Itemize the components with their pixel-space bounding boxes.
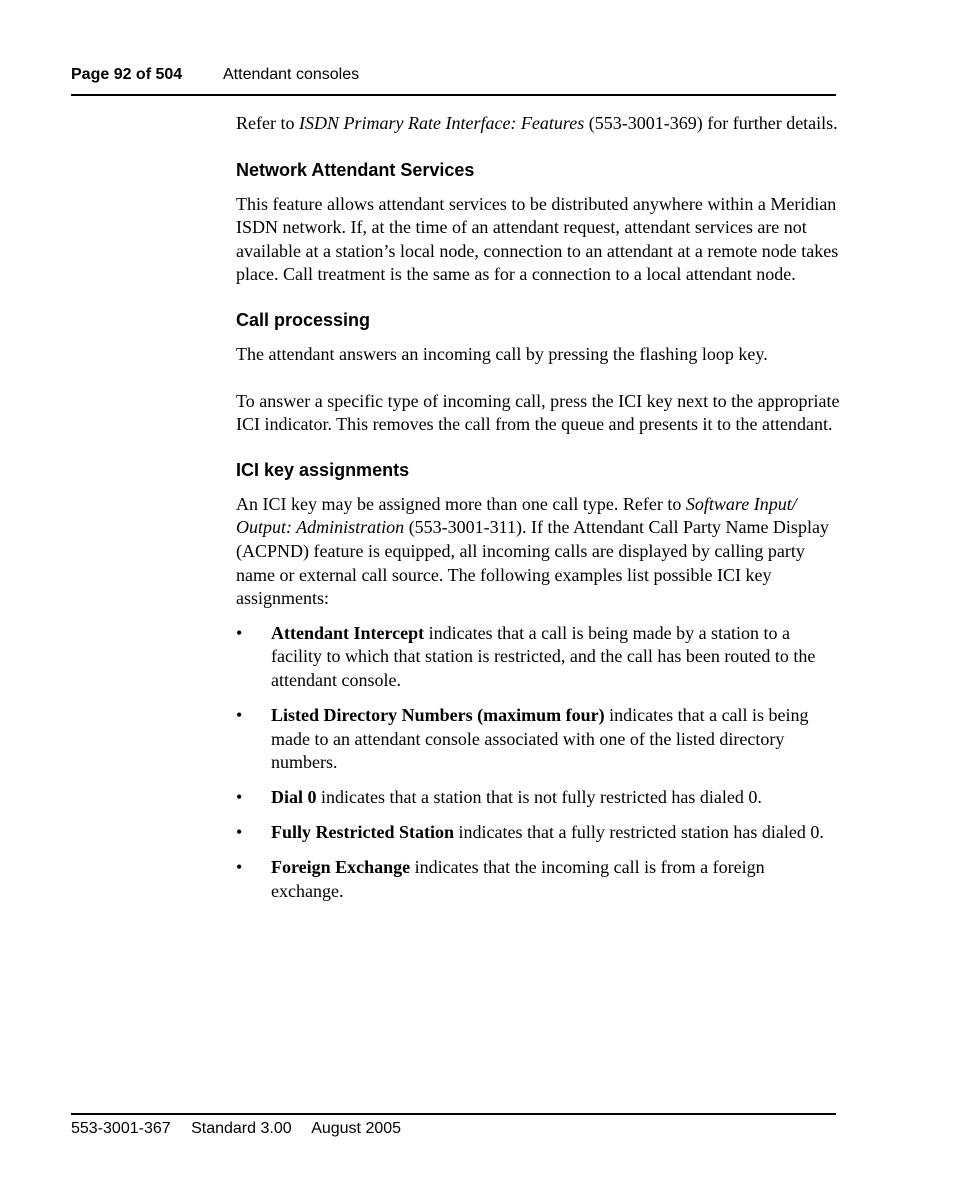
list-item-term: Foreign Exchange	[271, 857, 411, 878]
heading-network-attendant-services: Network Attendant Services	[236, 159, 475, 180]
list-item-text: indicates that a call is being made to an attendant console associated with one of the listed directory numbers.	[271, 705, 809, 773]
list-item-term: Attendant Intercept	[271, 622, 425, 643]
intro-post: (553-3001-369) for further details.	[584, 113, 838, 133]
list-item-term: Listed Directory Numbers (maximum four)	[271, 705, 605, 725]
list-item	[236, 704, 841, 775]
intro-paragraph	[236, 112, 841, 136]
list-item	[236, 622, 841, 693]
ici-paragraph	[236, 493, 841, 611]
nas-paragraph: This feature allows attendant services to be distributed anywhere within a Meridian ISDN network. If, at the time of an attendant request, attendant services are not available at a station’s local node, connection to an attendant at a remote node takes place. Call treatment is the same as for a connection to a local attendant node.	[236, 193, 839, 285]
bullet-icon: •	[236, 705, 243, 725]
list-item-text: indicates that a call is being made by a station to a facility to which that station is restricted, and the call has been routed to the attendant console.	[271, 622, 816, 690]
ici-pre: An ICI key may be assigned more than one call type. Refer to	[236, 493, 686, 514]
list-item-text: indicates that the incoming call is from a foreign exchange.	[271, 857, 765, 902]
list-item-text: indicates that a station that is not fully restricted has dialed 0.	[316, 787, 762, 808]
heading-call-processing: Call processing	[236, 309, 371, 330]
page-footer	[71, 1113, 836, 1138]
cp-paragraph-2: To answer a specific type of incoming call, press the ICI key next to the appropriate ICI indicator. This removes the call from the queue and presents it to the attendant.	[236, 390, 840, 435]
page-header	[71, 66, 836, 96]
intro-reference: ISDN Primary Rate Interface: Features	[298, 113, 585, 133]
bullet-icon: •	[236, 857, 243, 878]
document-number: 553-3001-367	[71, 1120, 171, 1137]
list-item-term: Fully Restricted Station	[271, 822, 454, 843]
intro-pre: Refer to	[236, 113, 299, 133]
ici-reference: Software Input/ Output: Administration	[236, 493, 797, 538]
section-title: Attendant consoles	[223, 66, 360, 83]
ici-assignment-list	[236, 622, 841, 904]
list-item-text: indicates that a fully restricted station has dialed 0.	[453, 822, 824, 843]
main-content	[236, 112, 841, 915]
ici-post: (553-3001-311). If the Attendant Call Party Name Display (ACPND) feature is equipped, all incoming calls are displayed by calling party name or external call source. The following examples list possible ICI key assignments:	[236, 517, 829, 609]
heading-ici-key-assignments: ICI key assignments	[236, 459, 410, 480]
cp-paragraph-1: The attendant answers an incoming call by pressing the flashing loop key.	[236, 343, 768, 364]
bullet-icon: •	[236, 787, 243, 808]
list-item	[236, 786, 841, 810]
list-item	[236, 856, 841, 903]
standard-version: Standard 3.00	[191, 1120, 292, 1137]
bullet-icon: •	[236, 622, 243, 643]
list-item	[236, 821, 841, 845]
list-item-term: Dial 0	[271, 787, 317, 808]
bullet-icon: •	[236, 822, 243, 843]
publication-date: August 2005	[311, 1120, 402, 1137]
page-number: Page 92 of 504	[71, 66, 183, 83]
